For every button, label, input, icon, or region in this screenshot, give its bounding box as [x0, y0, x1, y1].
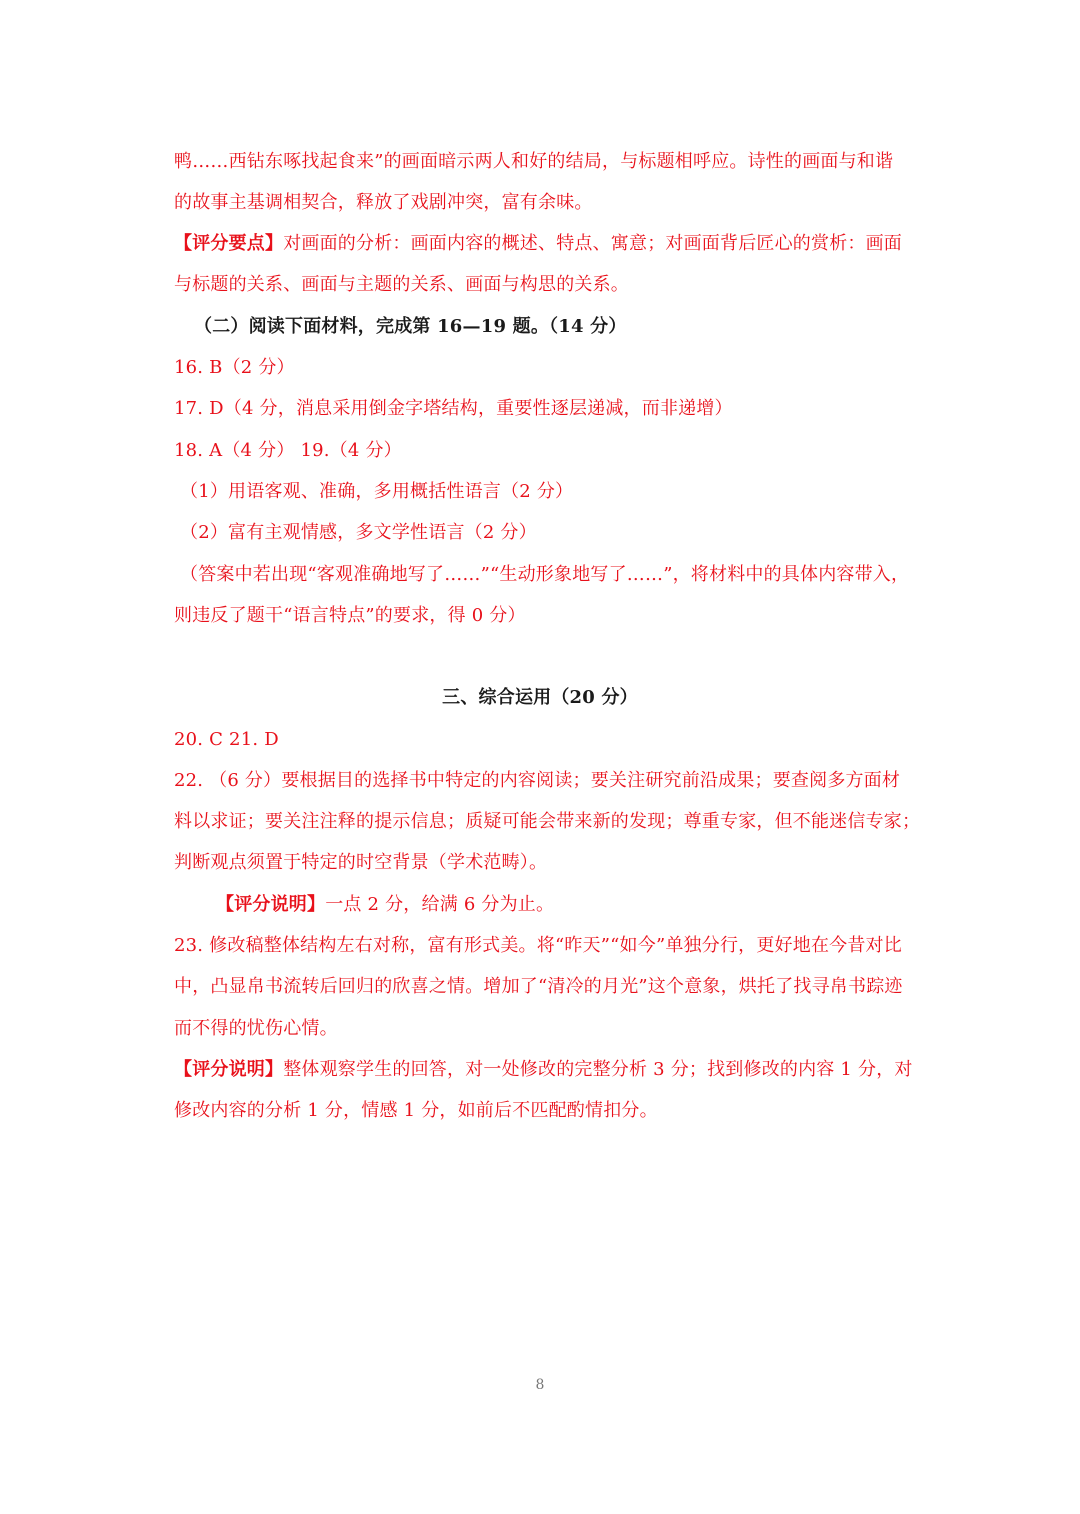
- answer-22-line-3: 判断观点须置于特定的时空背景（学术范畴）。: [174, 852, 548, 873]
- answer-19-note-line-1: （答案中若出现“客观准确地写了……”“生动形象地写了……”，将材料中的具体内容带入，: [180, 564, 910, 585]
- scoring-note-22: [216, 893, 956, 917]
- section-two-heading: （二）阅读下面材料，完成第 16—19 题。（14 分）: [194, 316, 627, 337]
- answer-23-line-2: 中，凸显帛书流转后回归的欣喜之情。增加了“清冷的月光”这个意象，烘托了找寻帛书踪迹: [174, 976, 903, 997]
- answer-23-line-1: 23. 修改稿整体结构左右对称，富有形式美。将“昨天”“如今”单独分行，更好地在今昔对比: [174, 935, 902, 956]
- scoring-note-23-label: 【评分说明】: [174, 1059, 284, 1080]
- answer-17: 17. D（4 分，消息采用倒金字塔结构，重要性逐层递减，而非递增）: [174, 398, 733, 419]
- answer-22-line-1: 22. （6 分）要根据目的选择书中特定的内容阅读；要关注研究前沿成果；要查阅多方面材: [174, 770, 901, 791]
- scoring-note-23-line-2: 修改内容的分析 1 分，情感 1 分，如前后不匹配酌情扣分。: [174, 1100, 658, 1121]
- page-number: 8: [535, 1377, 545, 1393]
- answer-19-part-2: （2）富有主观情感，多文学性语言（2 分）: [180, 522, 537, 543]
- answer-16: 16. B（2 分）: [174, 357, 295, 378]
- answer-23-line-3: 而不得的忧伤心情。: [174, 1018, 338, 1039]
- section-three-heading: 三、综合运用（20 分）: [442, 687, 638, 708]
- answer-19-part-1: （1）用语客观、准确，多用概括性语言（2 分）: [180, 481, 574, 502]
- scoring-points-line-2: 与标题的关系、画面与主题的关系、画面与构思的关系。: [174, 274, 629, 295]
- scoring-note-23-text: 整体观察学生的回答，对一处修改的完整分析 3 分；找到修改的内容 1 分，对: [283, 1059, 913, 1080]
- answer-19-note-line-2: 则违反了题干“语言特点”的要求，得 0 分）: [174, 605, 526, 626]
- scoring-points-line-1: [174, 232, 914, 256]
- answer-22-line-2: 料以求证；要关注注释的提示信息；质疑可能会带来新的发现；尊重专家，但不能迷信专家；: [174, 811, 921, 832]
- answer-line-1: 鸭……西钻东啄找起食来”的画面暗示两人和好的结局，与标题相呼应。诗性的画面与和谐: [174, 151, 894, 172]
- answer-20-21: 20. C 21. D: [174, 729, 279, 750]
- scoring-note-22-label: 【评分说明】: [216, 894, 326, 915]
- answer-line-2: 的故事主基调相契合，释放了戏剧冲突，富有余味。: [174, 192, 593, 213]
- scoring-note-22-text: 一点 2 分，给满 6 分为止。: [325, 894, 555, 915]
- scoring-points-label: 【评分要点】: [174, 233, 284, 254]
- answer-18-19: 18. A（4 分） 19.（4 分）: [174, 440, 402, 461]
- scoring-note-23-line-1: [174, 1058, 914, 1082]
- scoring-points-text: 对画面的分析：画面内容的概述、特点、寓意；对画面背后匠心的赏析：画面: [283, 233, 902, 254]
